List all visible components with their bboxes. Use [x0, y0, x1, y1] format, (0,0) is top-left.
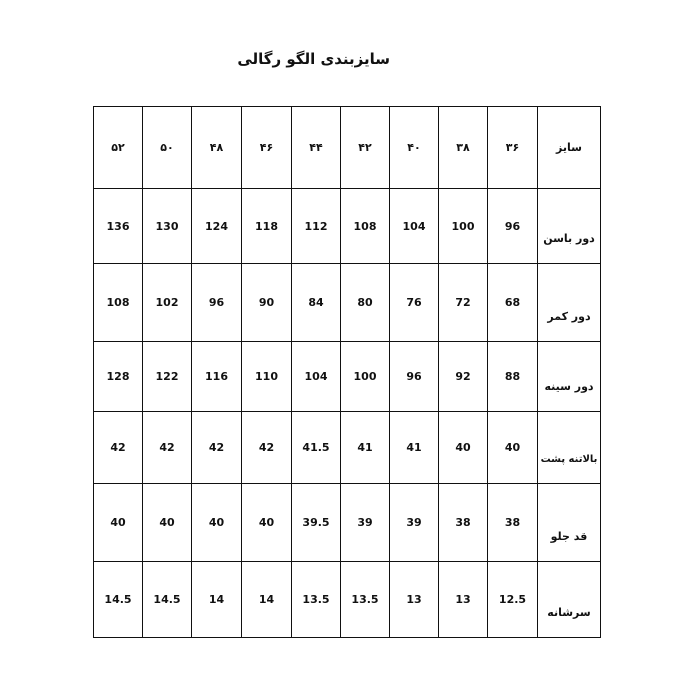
table-cell: 13.5	[292, 562, 341, 638]
table-cell: 112	[292, 189, 341, 264]
table-cell: 40	[94, 484, 143, 562]
size-chart-table	[93, 106, 601, 638]
row-label: بالاتنه پشت	[538, 412, 601, 484]
table-cell: 104	[292, 342, 341, 412]
table-cell: 128	[94, 342, 143, 412]
row-label: دور باسن	[538, 189, 601, 264]
row-label: قد جلو	[538, 484, 601, 562]
table-cell: 13.5	[341, 562, 390, 638]
table-cell: 41	[390, 412, 439, 484]
table-cell: 38	[488, 484, 538, 562]
table-cell: 39	[341, 484, 390, 562]
table-cell: 40	[242, 484, 292, 562]
size-header-cell: ۴۶	[242, 107, 292, 189]
table-cell: 136	[94, 189, 143, 264]
size-header-cell: ۳۸	[439, 107, 488, 189]
table-cell: 42	[242, 412, 292, 484]
size-header-cell: ۵۰	[143, 107, 192, 189]
table-cell: 13	[390, 562, 439, 638]
table-cell: 110	[242, 342, 292, 412]
table-cell: 108	[94, 264, 143, 342]
table-cell: 68	[488, 264, 538, 342]
table-row	[94, 189, 601, 264]
size-header-cell: ۳۶	[488, 107, 538, 189]
table-cell: 96	[390, 342, 439, 412]
table-cell: 40	[192, 484, 242, 562]
table-cell: 130	[143, 189, 192, 264]
page-title: سایزبندی الگو رگالی	[237, 50, 390, 68]
table-cell: 41	[341, 412, 390, 484]
size-header-cell: ۴۸	[192, 107, 242, 189]
row-label: دور سینه	[538, 342, 601, 412]
table-cell: 116	[192, 342, 242, 412]
table-cell: 13	[439, 562, 488, 638]
table-row	[94, 264, 601, 342]
table-cell: 80	[341, 264, 390, 342]
table-cell: 118	[242, 189, 292, 264]
row-label: دور کمر	[538, 264, 601, 342]
table-cell: 122	[143, 342, 192, 412]
table-cell: 100	[341, 342, 390, 412]
table-cell: 108	[341, 189, 390, 264]
table-cell: 96	[488, 189, 538, 264]
table-row	[94, 412, 601, 484]
table-cell: 39	[390, 484, 439, 562]
table-cell: 39.5	[292, 484, 341, 562]
table-cell: 42	[94, 412, 143, 484]
table-cell: 40	[488, 412, 538, 484]
table-row	[94, 562, 601, 638]
table-row	[94, 342, 601, 412]
table-cell: 124	[192, 189, 242, 264]
table-cell: 40	[143, 484, 192, 562]
header-row	[94, 107, 601, 189]
table-cell: 14.5	[143, 562, 192, 638]
table-cell: 100	[439, 189, 488, 264]
table-cell: 14.5	[94, 562, 143, 638]
table-cell: 104	[390, 189, 439, 264]
table-cell: 40	[439, 412, 488, 484]
table-cell: 76	[390, 264, 439, 342]
table-cell: 14	[192, 562, 242, 638]
size-header-cell: ۴۰	[390, 107, 439, 189]
table-cell: 14	[242, 562, 292, 638]
table-cell: 12.5	[488, 562, 538, 638]
table-row	[94, 484, 601, 562]
table-cell: 90	[242, 264, 292, 342]
table-cell: 72	[439, 264, 488, 342]
size-header-label: سایز	[538, 107, 601, 189]
table-cell: 88	[488, 342, 538, 412]
row-label: سرشانه	[538, 562, 601, 638]
table-cell: 38	[439, 484, 488, 562]
table-cell: 42	[143, 412, 192, 484]
table-cell: 42	[192, 412, 242, 484]
size-header-cell: ۴۴	[292, 107, 341, 189]
table-cell: 92	[439, 342, 488, 412]
table-cell: 84	[292, 264, 341, 342]
table-cell: 96	[192, 264, 242, 342]
size-header-cell: ۴۲	[341, 107, 390, 189]
size-header-cell: ۵۲	[94, 107, 143, 189]
table-cell: 41.5	[292, 412, 341, 484]
table-cell: 102	[143, 264, 192, 342]
